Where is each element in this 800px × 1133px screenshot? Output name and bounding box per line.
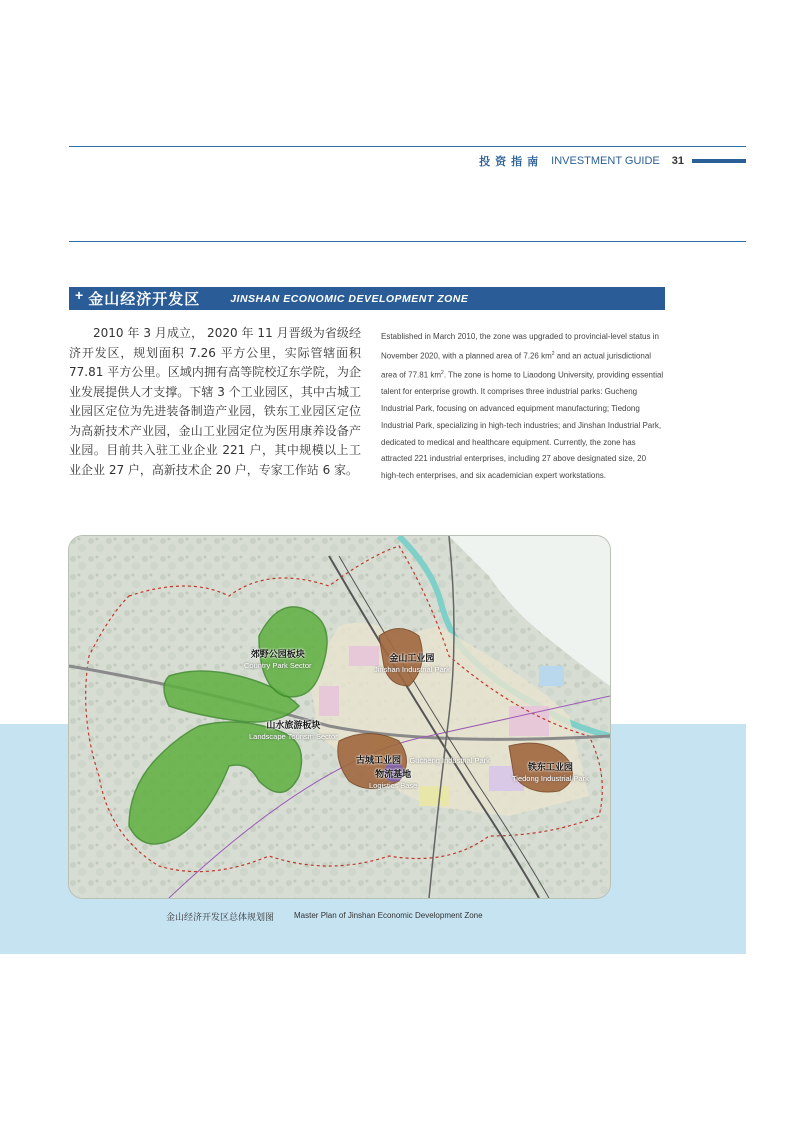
page-number: 31: [671, 155, 684, 167]
label-landscape-tourism: 山水旅游板块 Landscape Tourism Sector: [249, 721, 338, 741]
header-title-cn: 投资指南: [479, 156, 544, 168]
map-caption: [166, 910, 483, 923]
plus-icon: +: [75, 286, 84, 303]
label-logistics-base: 物流基地 Logistics Base: [369, 770, 418, 790]
label-gucheng-park: 古城工业园 Gucheng Industrial Park: [356, 756, 490, 766]
body-text-en: Established in March 2010, the zone was upgraded to provincial-level status in November 2020, with a planned area of 7.26 $km^2$ and an actual jurisdictional area of 77.81 $km^2$. The zone is home to Liaodong University, providing essential talent for enterprise growth. It comprises three industrial parks: Gucheng Industrial Park, focusing on advanced equipment manufacturing; Tiedong Industrial Park, specializing in high-tech industries; and Jinshan Industrial Park, dedicated to medical and healthcare equipment. Currently, the zone has attracted 221 industrial enterprises, including 27 above designated size, 20 high-tech enterprises, and six academician expert workstations.: [381, 332, 664, 480]
section-title-band: [69, 287, 665, 310]
body-text-cn: 2010 年 3 月成立， 2020 年 11 月晋级为省级经济开发区，规划面积 7.26 平方公里，实际管辖面积 77.81 平方公里。区域内拥有高等院校辽东学院，为企业发展提供人才支撑。下辖 3 个工业园区，其中古城工业园区定位为先进装备制造产业园，铁东工业园区定位为高新技术产业园，金山工业园定位为医用康养设备产业园。目前共入驻工业企业 221 户，其中规模以上工业企业 27 户，高新技术企 20 户，专家工作站 6 家。: [69, 326, 361, 477]
label-tiedong-park: 铁东工业园 Tiedong Industrial Park: [512, 763, 589, 783]
section-title-en: JINSHAN ECONOMIC DEVELOPMENT ZONE: [230, 292, 469, 305]
top-rule: [69, 146, 746, 147]
page-header: [479, 153, 746, 169]
caption-en: Master Plan of Jinshan Economic Development Zone: [294, 911, 483, 920]
caption-cn: 金山经济开发区总体规划图: [166, 913, 275, 923]
label-jinshan-park: 金山工业园 Jinshan Industrial Park: [374, 654, 450, 674]
label-country-park: 郊野公园板块 Country Park Sector: [244, 650, 312, 670]
master-plan-map: [69, 536, 610, 898]
bottom-rule: [69, 241, 746, 242]
header-accent-bar: [692, 159, 746, 163]
header-title-en: INVESTMENT GUIDE: [551, 155, 660, 167]
section-title-cn: 金山经济开发区: [88, 291, 201, 308]
map-graphic: [69, 536, 610, 898]
